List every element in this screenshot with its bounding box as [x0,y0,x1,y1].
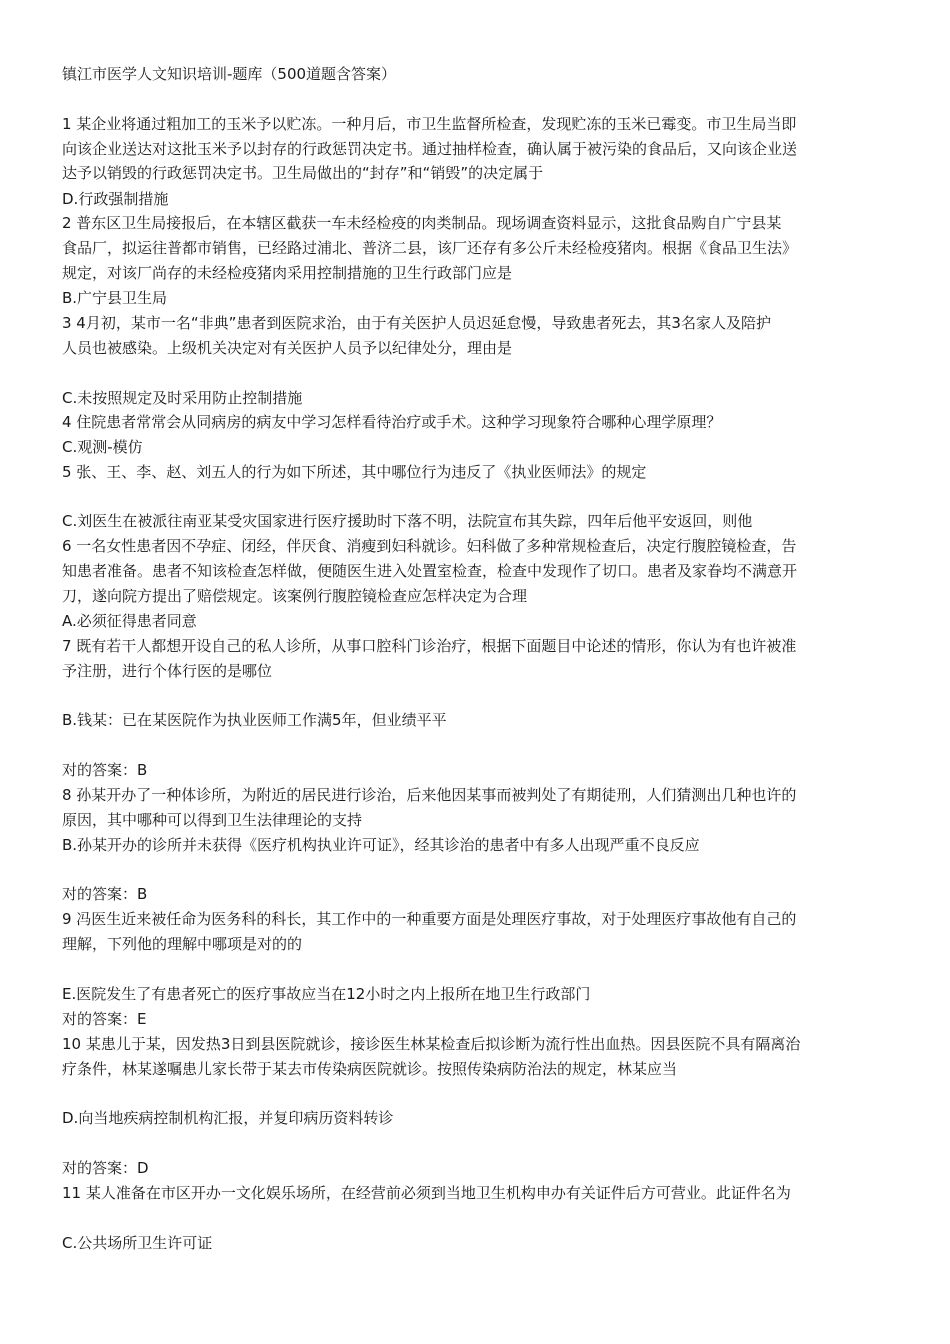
question-10-line-1: 10 某患儿于某，因发热3日到县医院就诊，接诊医生林某检查后拟诊断为流行性出血热。因县医院不具有隔离治 [62,1035,801,1053]
question-1-line-3: 达予以销毁的行政惩罚决定书。卫生局做出的“封存”和“销毁”的决定属于 [62,164,544,182]
question-6-answer: A.必须征得患者同意 [62,612,197,630]
question-2-line-1: 2 普东区卫生局接报后，在本辖区截获一车未经检疫的肉类制品。现场调查资料显示，这批食品购自广宁县某 [62,214,782,232]
question-7-answer: 对的答案：B [62,761,148,779]
question-8-option: B.孙某开办的诊所并未获得《医疗机构执业许可证》，经其诊治的患者中有多人出现严重不良反应 [62,836,700,854]
question-5-line-1: 5 张、王、李、赵、刘五人的行为如下所述，其中哪位行为违反了《执业医师法》的规定 [62,463,647,481]
question-10-line-2: 疗条件，林某遂嘱患儿家长带于某去市传染病医院就诊。按照传染病防治法的规定，林某应当 [62,1060,678,1078]
question-9-option: E.医院发生了有患者死亡的医疗事故应当在12小时之内上报所在地卫生行政部门 [62,985,591,1003]
question-11-option: C.公共场所卫生许可证 [62,1234,213,1252]
question-2-answer: B.广宁县卫生局 [62,289,168,307]
question-10-answer: 对的答案：D [62,1159,149,1177]
question-4-answer: C.观测-模仿 [62,438,143,456]
question-8-line-2: 原因，其中哪种可以得到卫生法律理论的支持 [62,811,363,829]
question-1-line-2: 向该企业送达对这批玉米予以封存的行政惩罚决定书。通过抽样检查，确认属于被污染的食品后，又向该企业送 [62,140,798,158]
question-11-line-1: 11 某人准备在市区开办一文化娱乐场所，在经营前必须到当地卫生机构申办有关证件后方可营业。此证件名为 [62,1184,791,1202]
question-3-line-1: 3 4月初，某市一名“非典”患者到医院求治，由于有关医护人员迟延怠慢，导致患者死去，其3名家人及陪护 [62,314,771,332]
question-1-line-1: 1 某企业将通过粗加工的玉米予以贮冻。一种月后，市卫生监督所检查，发现贮冻的玉米已霉变。市卫生局当即 [62,115,797,133]
question-7-line-1: 7 既有若干人都想开设自己的私人诊所，从事口腔科门诊治疗，根据下面题目中论述的情形，你认为有也许被准 [62,637,797,655]
question-9-answer: 对的答案：E [62,1010,147,1028]
question-9-line-1: 9 冯医生近来被任命为医务科的科长，其工作中的一种重要方面是处理医疗事故，对于处理医疗事故他有自己的 [62,910,797,928]
question-4-line-1: 4 住院患者常常会从同病房的病友中学习怎样看待治疗或手术。这种学习现象符合哪种心理学原理？ [62,413,722,431]
document-title: 镇江市医学人文知识培训-题库（500道题含答案） [62,65,397,83]
question-8-line-1: 8 孙某开办了一种体诊所，为附近的居民进行诊治，后来他因某事而被判处了有期徒刑，人们猜测出几种也许的 [62,786,797,804]
question-2-line-3: 规定，对该厂尚存的未经检疫猪肉采用控制措施的卫生行政部门应是 [62,264,513,282]
question-9-line-2: 理解，下列他的理解中哪项是对的的 [62,935,303,953]
question-6-line-2: 知患者准备。患者不知该检查怎样做，便随医生进入处置室检查，检查中发现作了切口。患者及家眷均不满意开 [62,562,798,580]
question-3-answer: C.未按照规定及时采用防止控制措施 [62,389,303,407]
question-3-line-2: 人员也被感染。上级机关决定对有关医护人员予以纪律处分，理由是 [62,339,513,357]
question-7-option: B.钱某：已在某医院作为执业医师工作满5年，但业绩平平 [62,711,447,729]
question-10-option: D.向当地疾病控制机构汇报，并复印病历资料转诊 [62,1109,394,1127]
question-6-line-1: 6 一名女性患者因不孕症、闭经，伴厌食、消瘦到妇科就诊。妇科做了多种常规检查后，决定行腹腔镜检查，告 [62,537,797,555]
question-7-line-2: 予注册，进行个体行医的是哪位 [62,662,273,680]
question-5-answer: C.刘医生在被派往南亚某受灾国家进行医疗援助时下落不明，法院宣布其失踪，四年后他平安返回，则他 [62,512,753,530]
question-6-line-3: 刀，遂向院方提出了赔偿规定。该案例行腹腔镜检查应怎样决定为合理 [62,587,528,605]
question-2-line-2: 食品厂，拟运往普都市销售，已经路过浦北、普济二县，该厂还存有多公斤未经检疫猪肉。根据《食品卫生法》 [62,239,798,257]
question-1-answer: D.行政强制措施 [62,190,169,208]
question-8-answer: 对的答案：B [62,885,148,903]
